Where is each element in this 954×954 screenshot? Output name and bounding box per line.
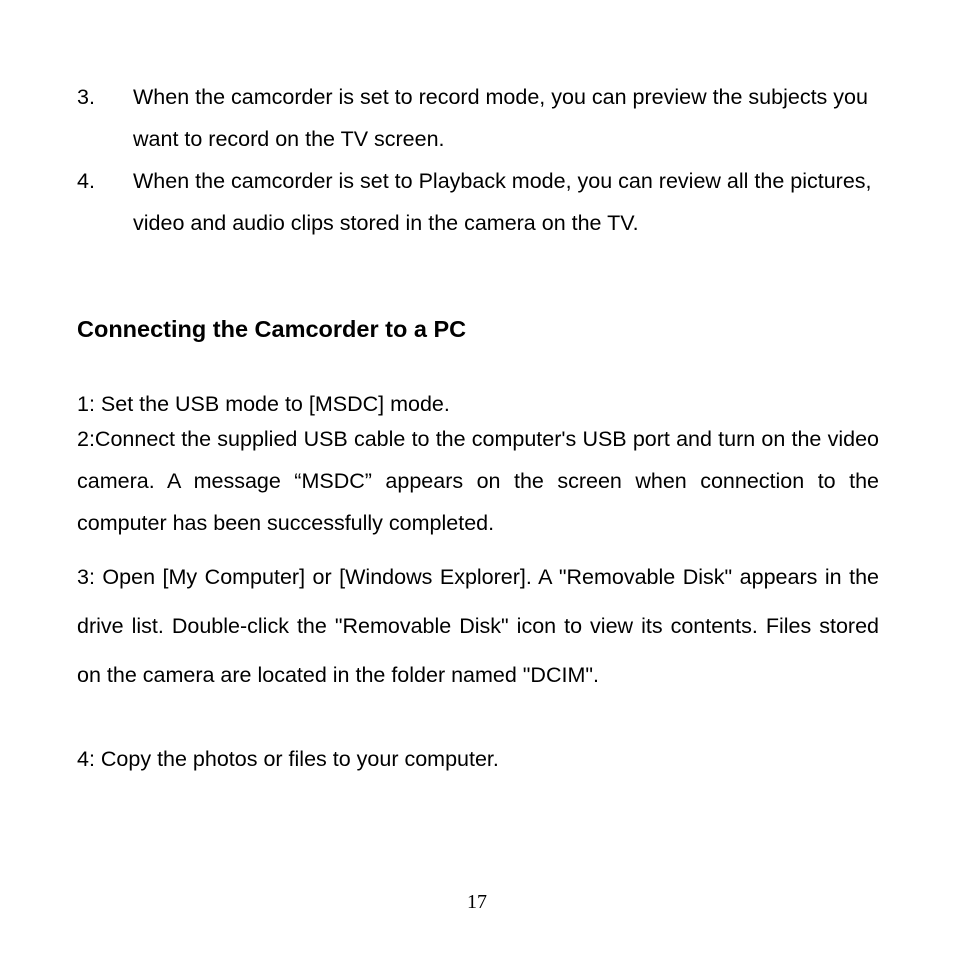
list-item-text: When the camcorder is set to record mode, you can preview the subjects you want to record on the TV screen. [133,85,868,151]
step-paragraph: 1: Set the USB mode to [MSDC] mode. [77,392,450,416]
list-item [77,160,879,244]
page-number: 17 [467,891,487,913]
list-item-number: 3. [77,85,95,109]
step-paragraph: 4: Copy the photos or files to your computer. [77,747,499,771]
list-item-number: 4. [77,169,95,193]
step-paragraph: 2:Connect the supplied USB cable to the computer's USB port and turn on the video camera. A message “MSDC” appears on the screen when connection to the computer has been successfully completed. [77,427,879,535]
step-paragraph: 3: Open [My Computer] or [Windows Explorer]. A "Removable Disk" appears in the drive list. Double-click the "Removable Disk" icon to view its contents. Files stored on the camera are located in the folder named "DCIM". [77,565,879,687]
list-item-text: When the camcorder is set to Playback mode, you can review all the pictures, video and audio clips stored in the camera on the TV. [133,169,872,235]
list-item [77,76,879,160]
section-heading: Connecting the Camcorder to a PC [77,316,467,342]
